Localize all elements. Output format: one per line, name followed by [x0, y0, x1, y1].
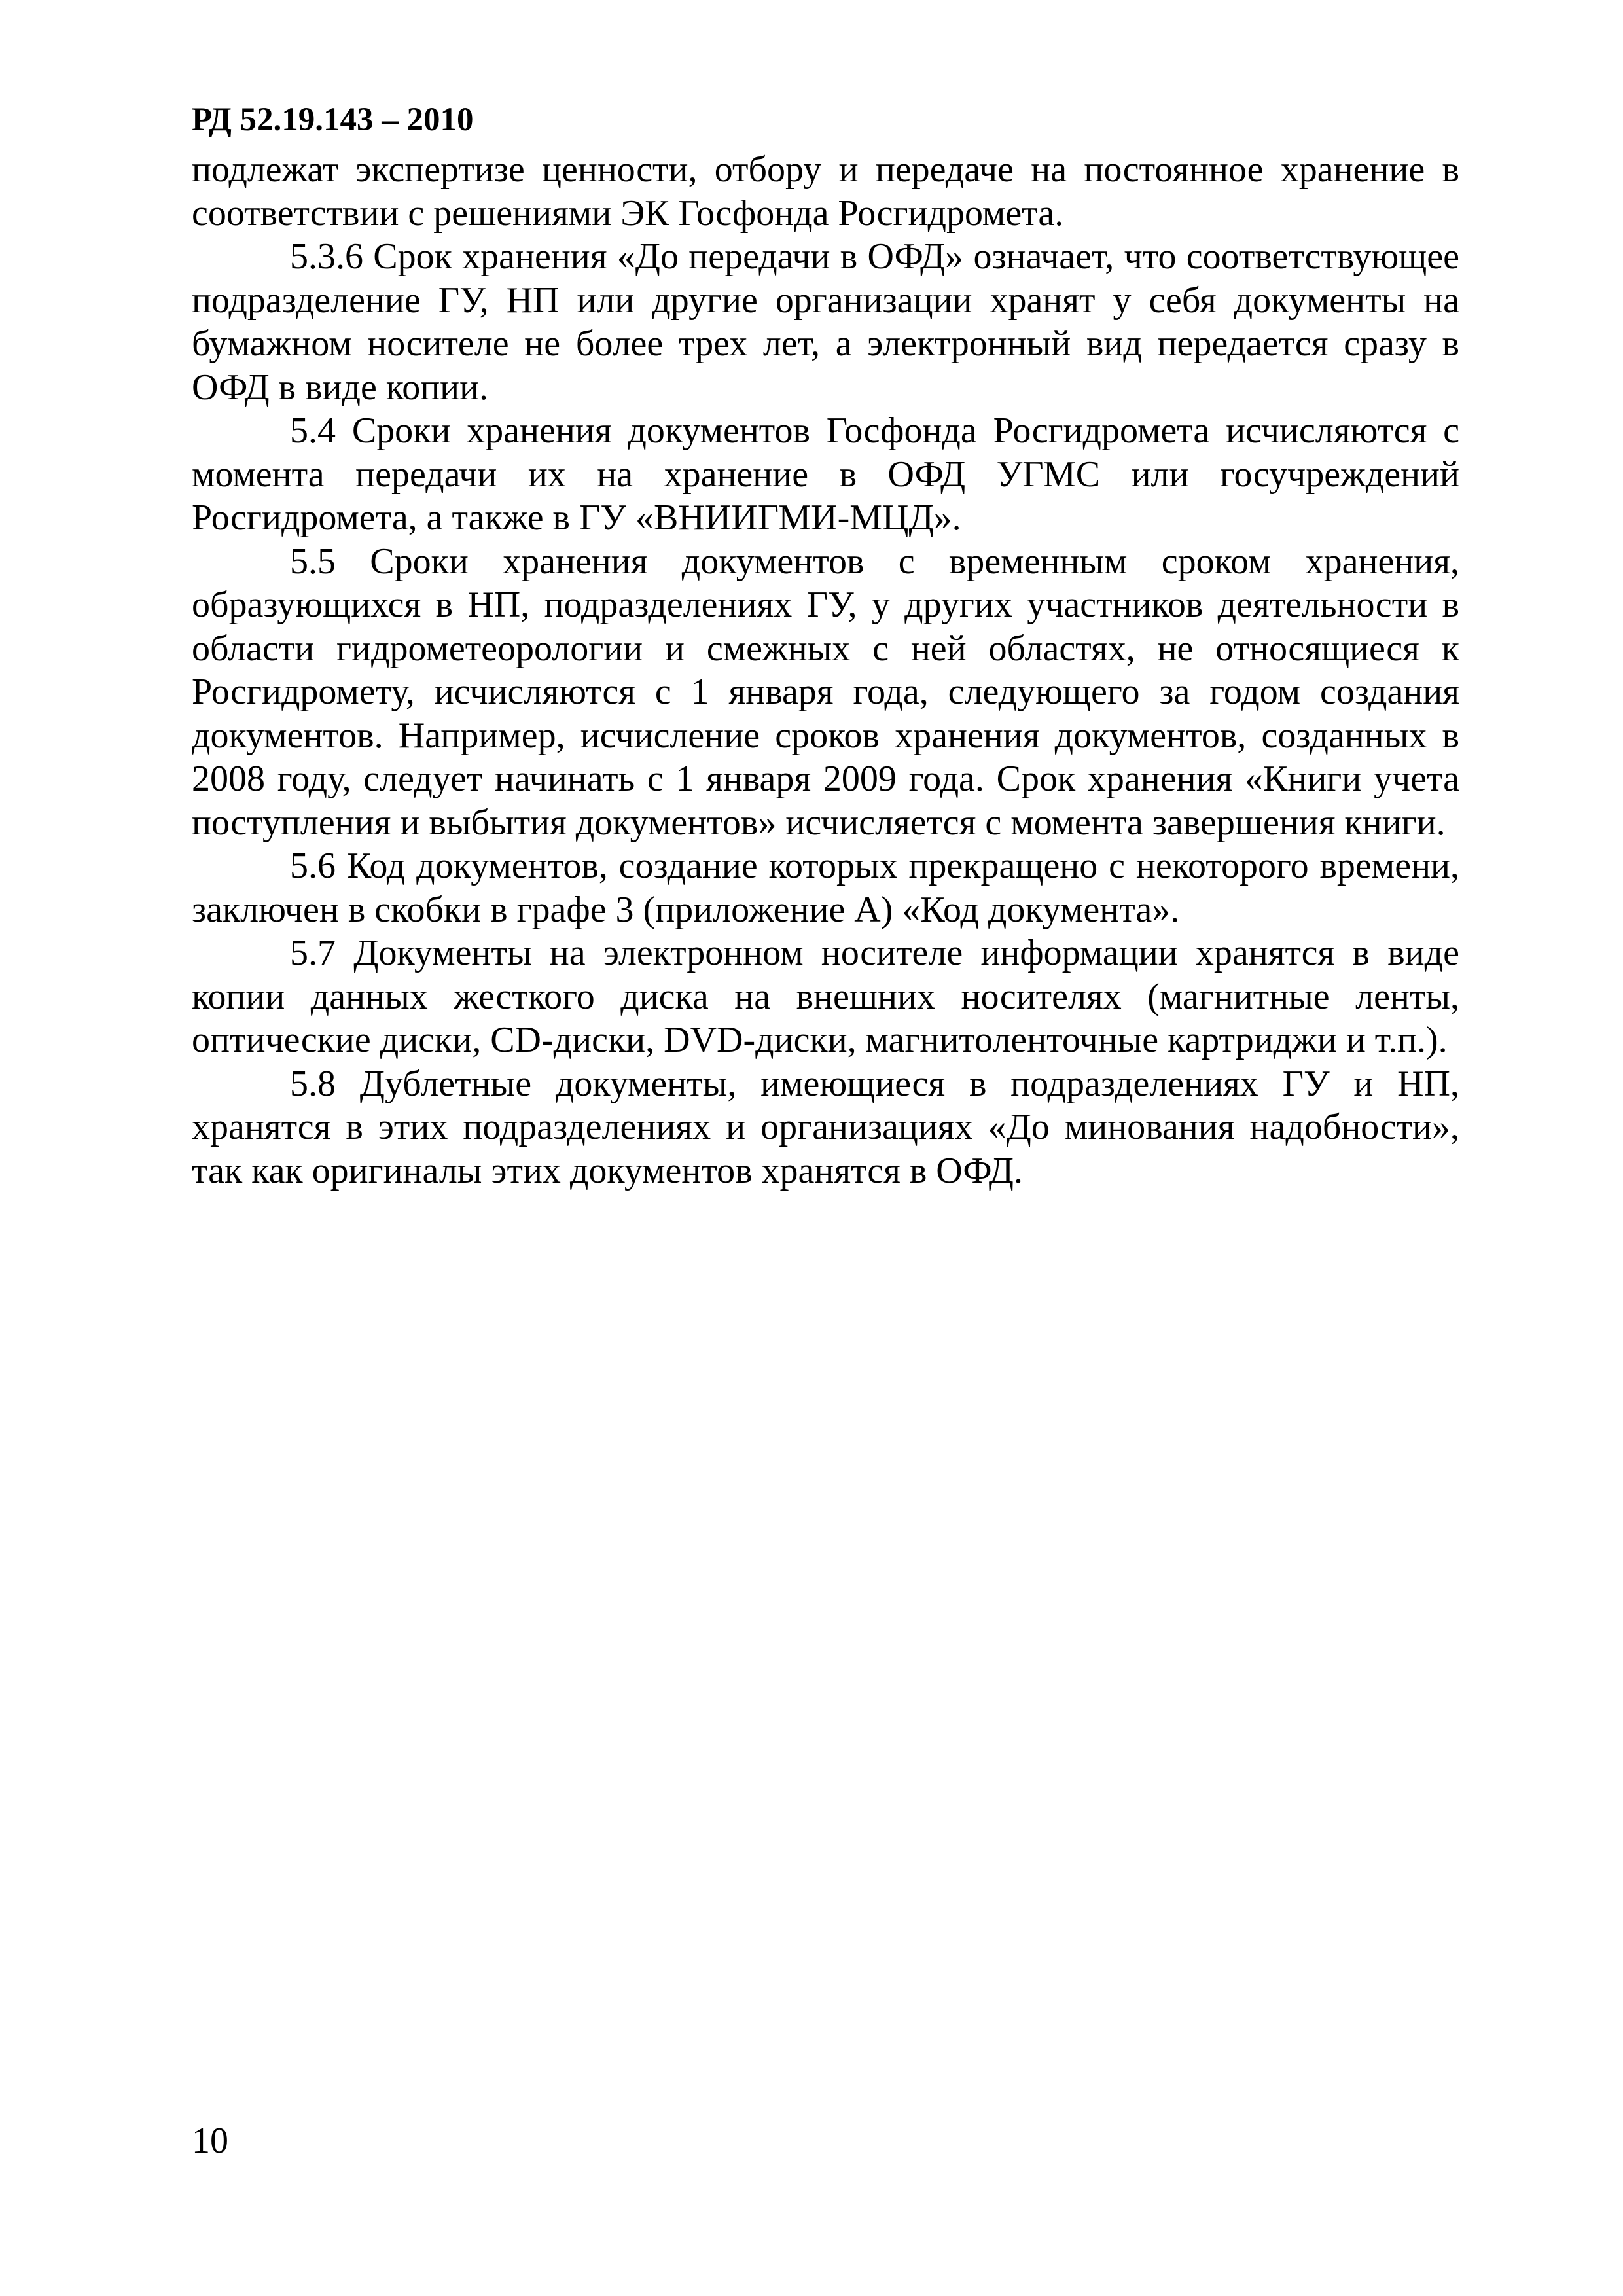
document-code-header: РД 52.19.143 – 2010 — [192, 101, 474, 138]
page-number: 10 — [192, 2121, 228, 2161]
paragraph-5-8: 5.8 Дублетные документы, имеющиеся в подразделениях ГУ и НП, хранятся в этих подразделениях и организациях «До минования надобности», так как оригиналы этих документов хранятся в ОФД. — [192, 1063, 1459, 1191]
paragraph-5-4: 5.4 Сроки хранения документов Госфонда Росгидромета исчисляются с момента передачи их на хранение в ОФД УГМС или госучреждений Росгидромета, а также в ГУ «ВНИИГМИ-МЦД». — [192, 410, 1459, 538]
paragraph-continuation: подлежат экспертизе ценности, отбору и передаче на постоянное хранение в соответствии с решениями ЭК Госфонда Росгидромета. — [192, 149, 1459, 234]
paragraph-5-5: 5.5 Сроки хранения документов с временным сроком хранения, образующихся в НП, подразделениях ГУ, у других участников деятельности в области гидрометеорологии и смежных с ней областях, не относящиеся к Росгидромету, исчисляются с 1 января года, следующего за годом создания документов. Например, исчисление сроков хранения документов, созданных в 2008 году, следует начинать с 1 января 2009 года. Срок хранения «Книги учета поступления и выбытия документов» исчисляется с момента завершения книги. — [192, 541, 1459, 843]
paragraph-5-7: 5.7 Документы на электронном носителе информации хранятся в виде копии данных жесткого диска на внешних носителях (магнитные ленты, оптические диски, CD-диски, DVD-диски, магнитоленточные картриджи и т.п.). — [192, 933, 1459, 1060]
paragraph-5-3-6: 5.3.6 Срок хранения «До передачи в ОФД» означает, что соответствующее подразделение ГУ, НП или другие организации хранят у себя документы на бумажном носителе не более трех лет, а электронный вид передается сразу в ОФД в виде копии. — [192, 236, 1459, 408]
document-body — [192, 148, 1459, 1193]
paragraph-5-6: 5.6 Код документов, создание которых прекращено с некоторого времени, заключен в скобки в графе 3 (приложение А) «Код документа». — [192, 846, 1459, 930]
